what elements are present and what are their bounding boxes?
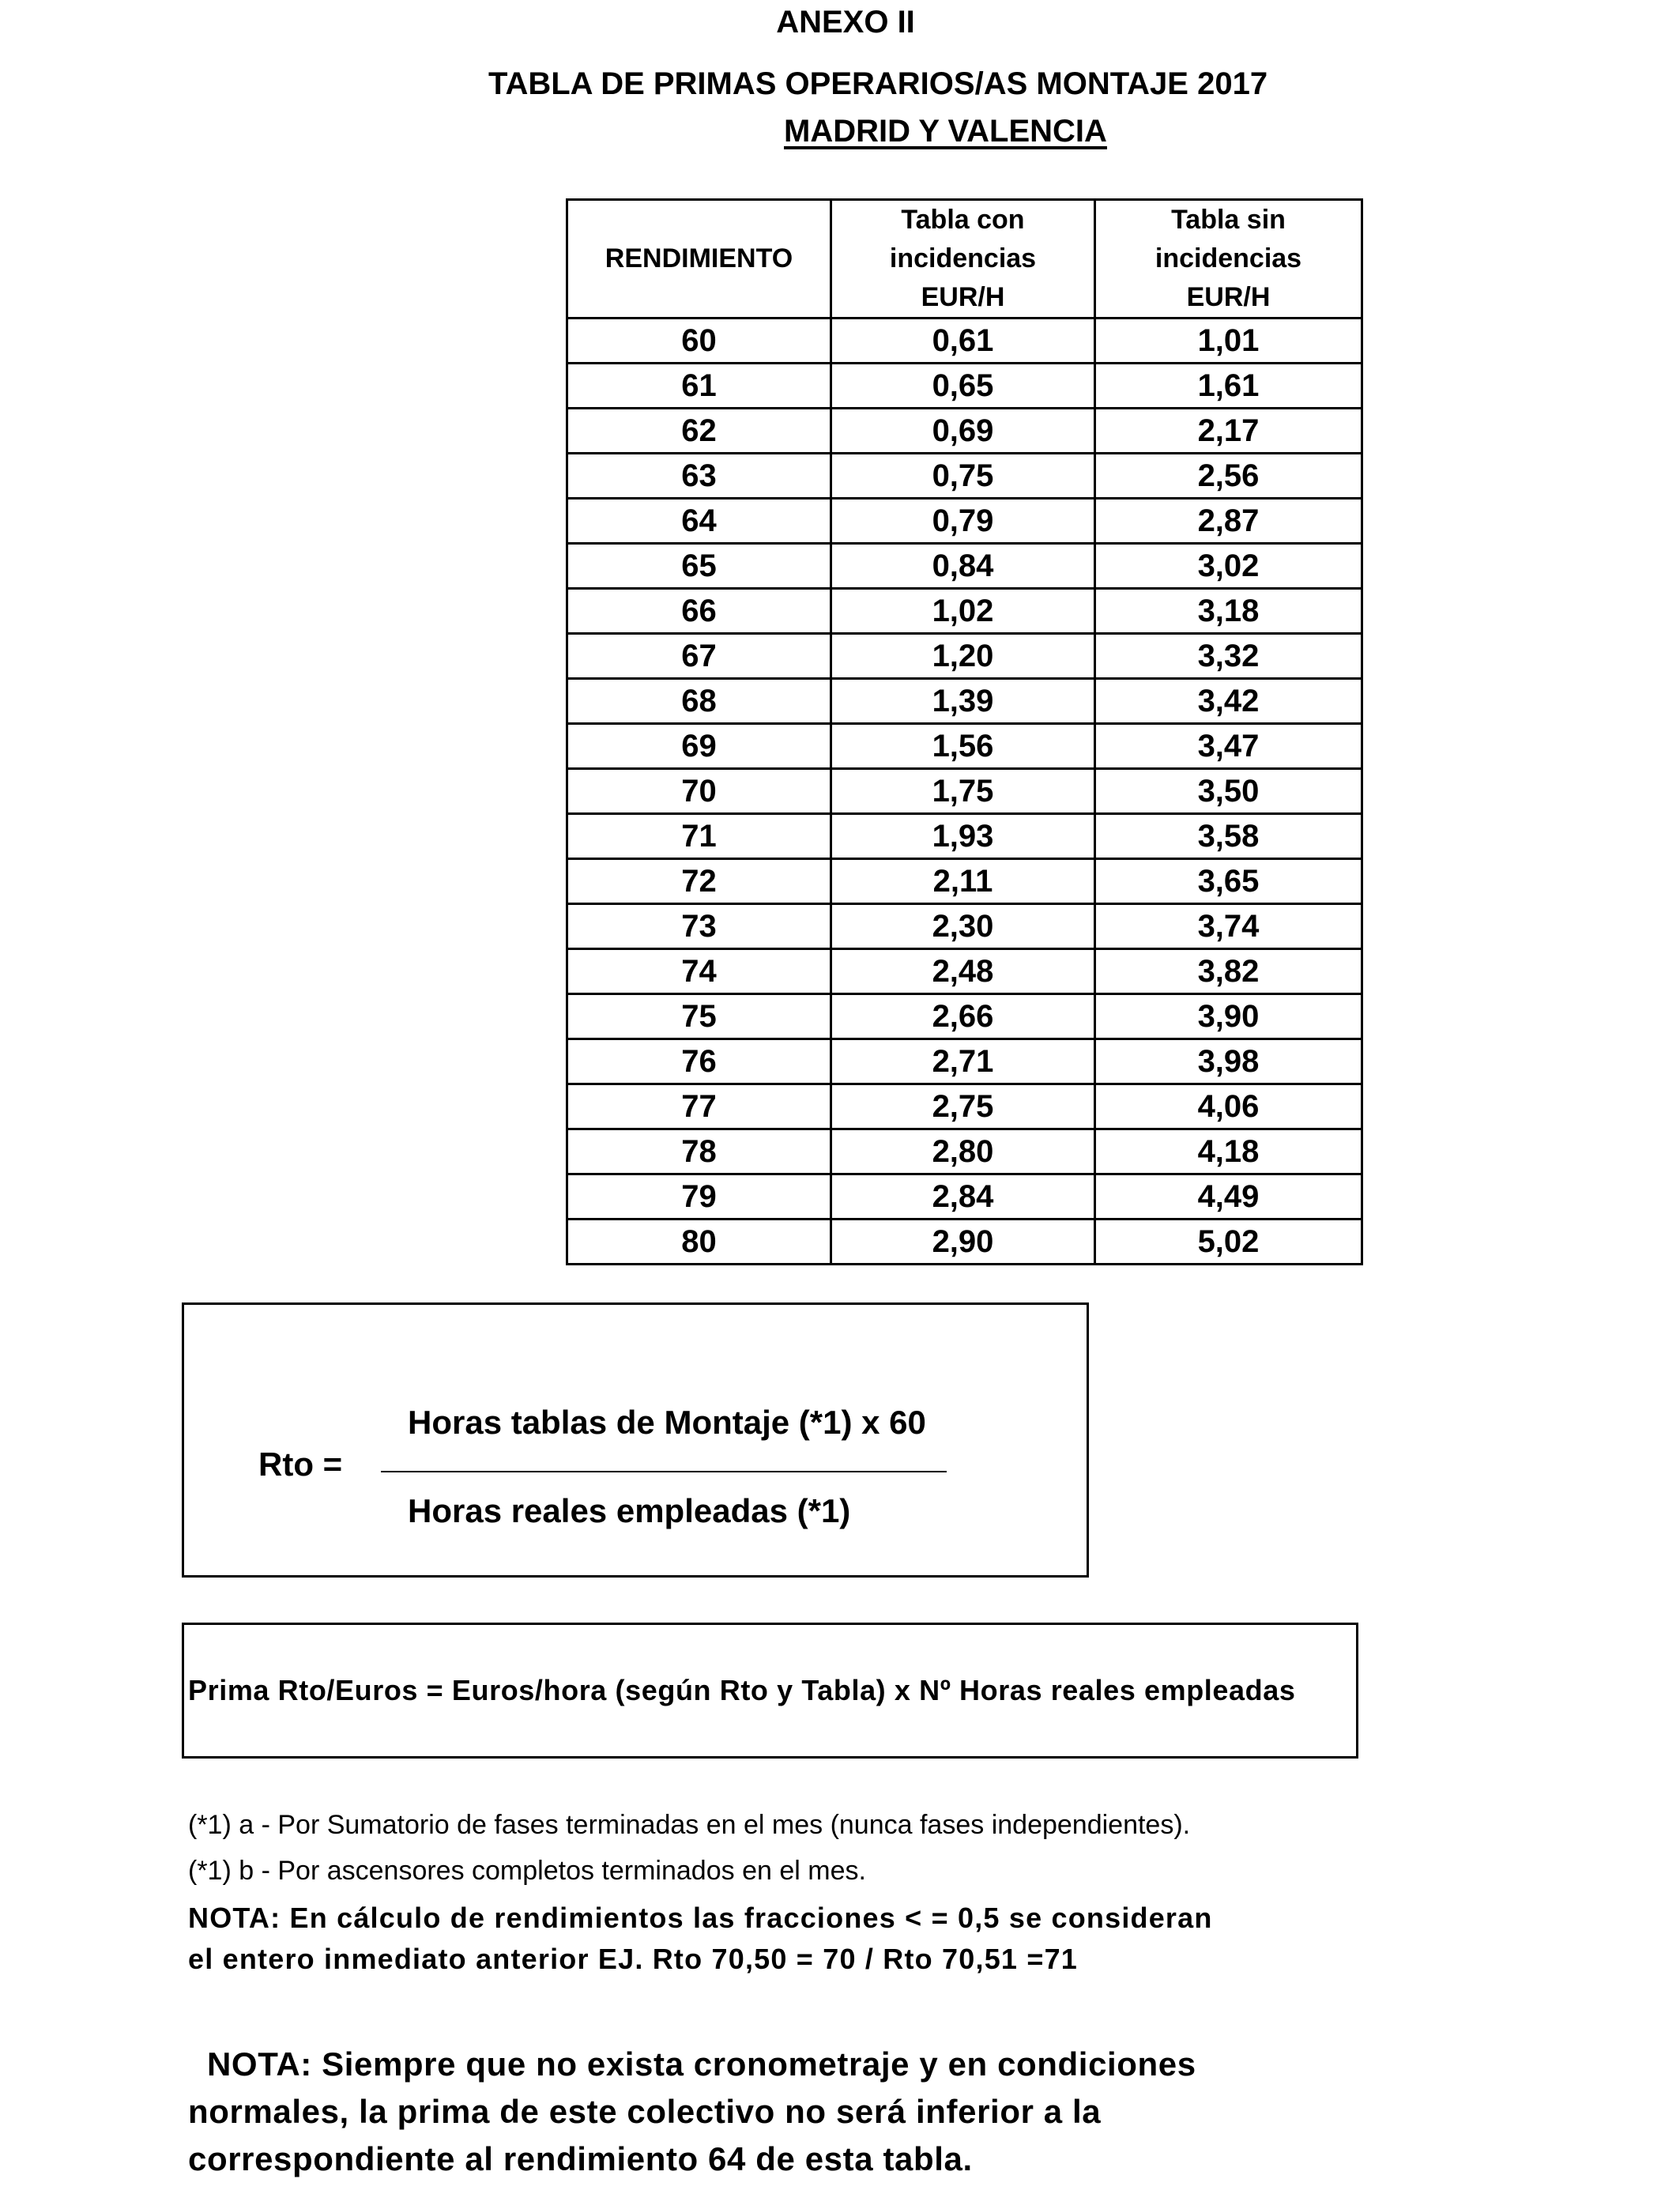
rendimiento-cell: 62 bbox=[567, 409, 831, 454]
table-row bbox=[567, 994, 1362, 1039]
table-row bbox=[567, 1084, 1362, 1129]
formula-numerator: Horas tablas de Montaje (*1) x 60 bbox=[408, 1404, 926, 1441]
header-con-line2: incidencias bbox=[889, 243, 1037, 273]
rendimiento-cell: 71 bbox=[567, 814, 831, 859]
prima-formula-text: Prima Rto/Euros = Euros/hora (según Rto y Tabla) x Nº Horas reales empleadas bbox=[188, 1674, 1296, 1706]
rendimiento-cell: 60 bbox=[567, 319, 831, 364]
table-row bbox=[567, 409, 1362, 454]
sin-incidencias-cell: 4,49 bbox=[1095, 1174, 1362, 1220]
sin-incidencias-cell: 3,32 bbox=[1095, 634, 1362, 679]
region-subtitle: MADRID Y VALENCIA bbox=[784, 114, 1107, 149]
con-incidencias-cell: 2,30 bbox=[831, 904, 1095, 949]
sin-incidencias-cell: 2,56 bbox=[1095, 454, 1362, 499]
con-incidencias-cell: 0,61 bbox=[831, 319, 1095, 364]
sin-incidencias-cell: 2,87 bbox=[1095, 499, 1362, 544]
sin-incidencias-cell: 1,01 bbox=[1095, 319, 1362, 364]
final-note-line3: correspondiente al rendimiento 64 de esta tabla. bbox=[188, 2140, 973, 2177]
table-header-row bbox=[567, 200, 1362, 319]
sin-incidencias-cell: 3,47 bbox=[1095, 724, 1362, 769]
table-row bbox=[567, 949, 1362, 994]
con-incidencias-cell: 1,56 bbox=[831, 724, 1095, 769]
con-incidencias-cell: 2,66 bbox=[831, 994, 1095, 1039]
rendimiento-cell: 77 bbox=[567, 1084, 831, 1129]
sin-incidencias-cell: 3,18 bbox=[1095, 589, 1362, 634]
rendimiento-cell: 66 bbox=[567, 589, 831, 634]
sin-incidencias-cell: 3,50 bbox=[1095, 769, 1362, 814]
rendimiento-cell: 63 bbox=[567, 454, 831, 499]
sin-incidencias-cell: 2,17 bbox=[1095, 409, 1362, 454]
rendimiento-cell: 61 bbox=[567, 364, 831, 409]
con-incidencias-cell: 0,65 bbox=[831, 364, 1095, 409]
rendimiento-cell: 74 bbox=[567, 949, 831, 994]
con-incidencias-cell: 1,20 bbox=[831, 634, 1095, 679]
sin-incidencias-cell: 3,58 bbox=[1095, 814, 1362, 859]
rendimiento-cell: 79 bbox=[567, 1174, 831, 1220]
annex-title: ANEXO II bbox=[776, 5, 915, 40]
table-row bbox=[567, 1220, 1362, 1265]
prima-table bbox=[566, 198, 1363, 1265]
table-row bbox=[567, 1174, 1362, 1220]
table-row bbox=[567, 634, 1362, 679]
rendimiento-cell: 73 bbox=[567, 904, 831, 949]
header-sin-line3: EUR/H bbox=[1186, 282, 1271, 312]
rendimiento-cell: 78 bbox=[567, 1129, 831, 1174]
con-incidencias-cell: 2,71 bbox=[831, 1039, 1095, 1084]
table-row bbox=[567, 319, 1362, 364]
sin-incidencias-cell: 3,98 bbox=[1095, 1039, 1362, 1084]
sin-incidencias-cell: 3,82 bbox=[1095, 949, 1362, 994]
header-tabla-con-incidencias bbox=[831, 200, 1095, 319]
rendimiento-cell: 76 bbox=[567, 1039, 831, 1084]
rendimiento-cell: 75 bbox=[567, 994, 831, 1039]
table-row bbox=[567, 1039, 1362, 1084]
con-incidencias-cell: 1,75 bbox=[831, 769, 1095, 814]
rounding-note-line2: el entero inmediato anterior EJ. Rto 70,50 = 70 / Rto 70,51 =71 bbox=[188, 1943, 1079, 1975]
footnote-b: (*1) b - Por ascensores completos terminados en el mes. bbox=[188, 1856, 866, 1886]
rendimiento-cell: 64 bbox=[567, 499, 831, 544]
final-note-line1: NOTA: Siempre que no exista cronometraje y en condiciones bbox=[207, 2045, 1196, 2083]
sin-incidencias-cell: 4,06 bbox=[1095, 1084, 1362, 1129]
rounding-note-line1: NOTA: En cálculo de rendimientos las fracciones < = 0,5 se consideran bbox=[188, 1902, 1213, 1934]
rto-label: Rto = bbox=[258, 1446, 343, 1483]
rendimiento-cell: 80 bbox=[567, 1220, 831, 1265]
con-incidencias-cell: 0,75 bbox=[831, 454, 1095, 499]
sin-incidencias-cell: 3,74 bbox=[1095, 904, 1362, 949]
sin-incidencias-cell: 3,42 bbox=[1095, 679, 1362, 724]
rendimiento-cell: 72 bbox=[567, 859, 831, 904]
con-incidencias-cell: 0,79 bbox=[831, 499, 1095, 544]
table-row bbox=[567, 679, 1362, 724]
table-row bbox=[567, 544, 1362, 589]
sin-incidencias-cell: 3,90 bbox=[1095, 994, 1362, 1039]
formula-denominator: Horas reales empleadas (*1) bbox=[408, 1492, 851, 1529]
table-row bbox=[567, 454, 1362, 499]
con-incidencias-cell: 0,84 bbox=[831, 544, 1095, 589]
sin-incidencias-cell: 3,65 bbox=[1095, 859, 1362, 904]
header-con-line3: EUR/H bbox=[921, 282, 1005, 312]
sin-incidencias-cell: 5,02 bbox=[1095, 1220, 1362, 1265]
table-row bbox=[567, 364, 1362, 409]
table-row bbox=[567, 589, 1362, 634]
footnote-a: (*1) a - Por Sumatorio de fases terminadas en el mes (nunca fases independientes). bbox=[188, 1810, 1191, 1840]
sin-incidencias-cell: 1,61 bbox=[1095, 364, 1362, 409]
con-incidencias-cell: 2,11 bbox=[831, 859, 1095, 904]
fraction-line bbox=[381, 1471, 947, 1472]
con-incidencias-cell: 2,84 bbox=[831, 1174, 1095, 1220]
final-note-line2: normales, la prima de este colectivo no será inferior a la bbox=[188, 2093, 1102, 2130]
header-con-line1: Tabla con bbox=[901, 205, 1025, 235]
rendimiento-cell: 68 bbox=[567, 679, 831, 724]
rendimiento-cell: 69 bbox=[567, 724, 831, 769]
table-row bbox=[567, 724, 1362, 769]
table-row bbox=[567, 814, 1362, 859]
rendimiento-cell: 65 bbox=[567, 544, 831, 589]
header-tabla-sin-incidencias bbox=[1095, 200, 1362, 319]
rendimiento-cell: 70 bbox=[567, 769, 831, 814]
header-rendimiento: RENDIMIENTO bbox=[567, 200, 831, 319]
header-sin-line2: incidencias bbox=[1155, 243, 1302, 273]
rendimiento-cell: 67 bbox=[567, 634, 831, 679]
con-incidencias-cell: 1,93 bbox=[831, 814, 1095, 859]
table-row bbox=[567, 1129, 1362, 1174]
con-incidencias-cell: 2,75 bbox=[831, 1084, 1095, 1129]
header-sin-line1: Tabla sin bbox=[1171, 205, 1286, 235]
sin-incidencias-cell: 3,02 bbox=[1095, 544, 1362, 589]
con-incidencias-cell: 1,39 bbox=[831, 679, 1095, 724]
table-row bbox=[567, 904, 1362, 949]
table-row bbox=[567, 499, 1362, 544]
document-title: TABLA DE PRIMAS OPERARIOS/AS MONTAJE 2017 bbox=[488, 66, 1268, 101]
table-row bbox=[567, 859, 1362, 904]
sin-incidencias-cell: 4,18 bbox=[1095, 1129, 1362, 1174]
table-row bbox=[567, 769, 1362, 814]
con-incidencias-cell: 2,80 bbox=[831, 1129, 1095, 1174]
con-incidencias-cell: 2,90 bbox=[831, 1220, 1095, 1265]
con-incidencias-cell: 2,48 bbox=[831, 949, 1095, 994]
con-incidencias-cell: 1,02 bbox=[831, 589, 1095, 634]
con-incidencias-cell: 0,69 bbox=[831, 409, 1095, 454]
